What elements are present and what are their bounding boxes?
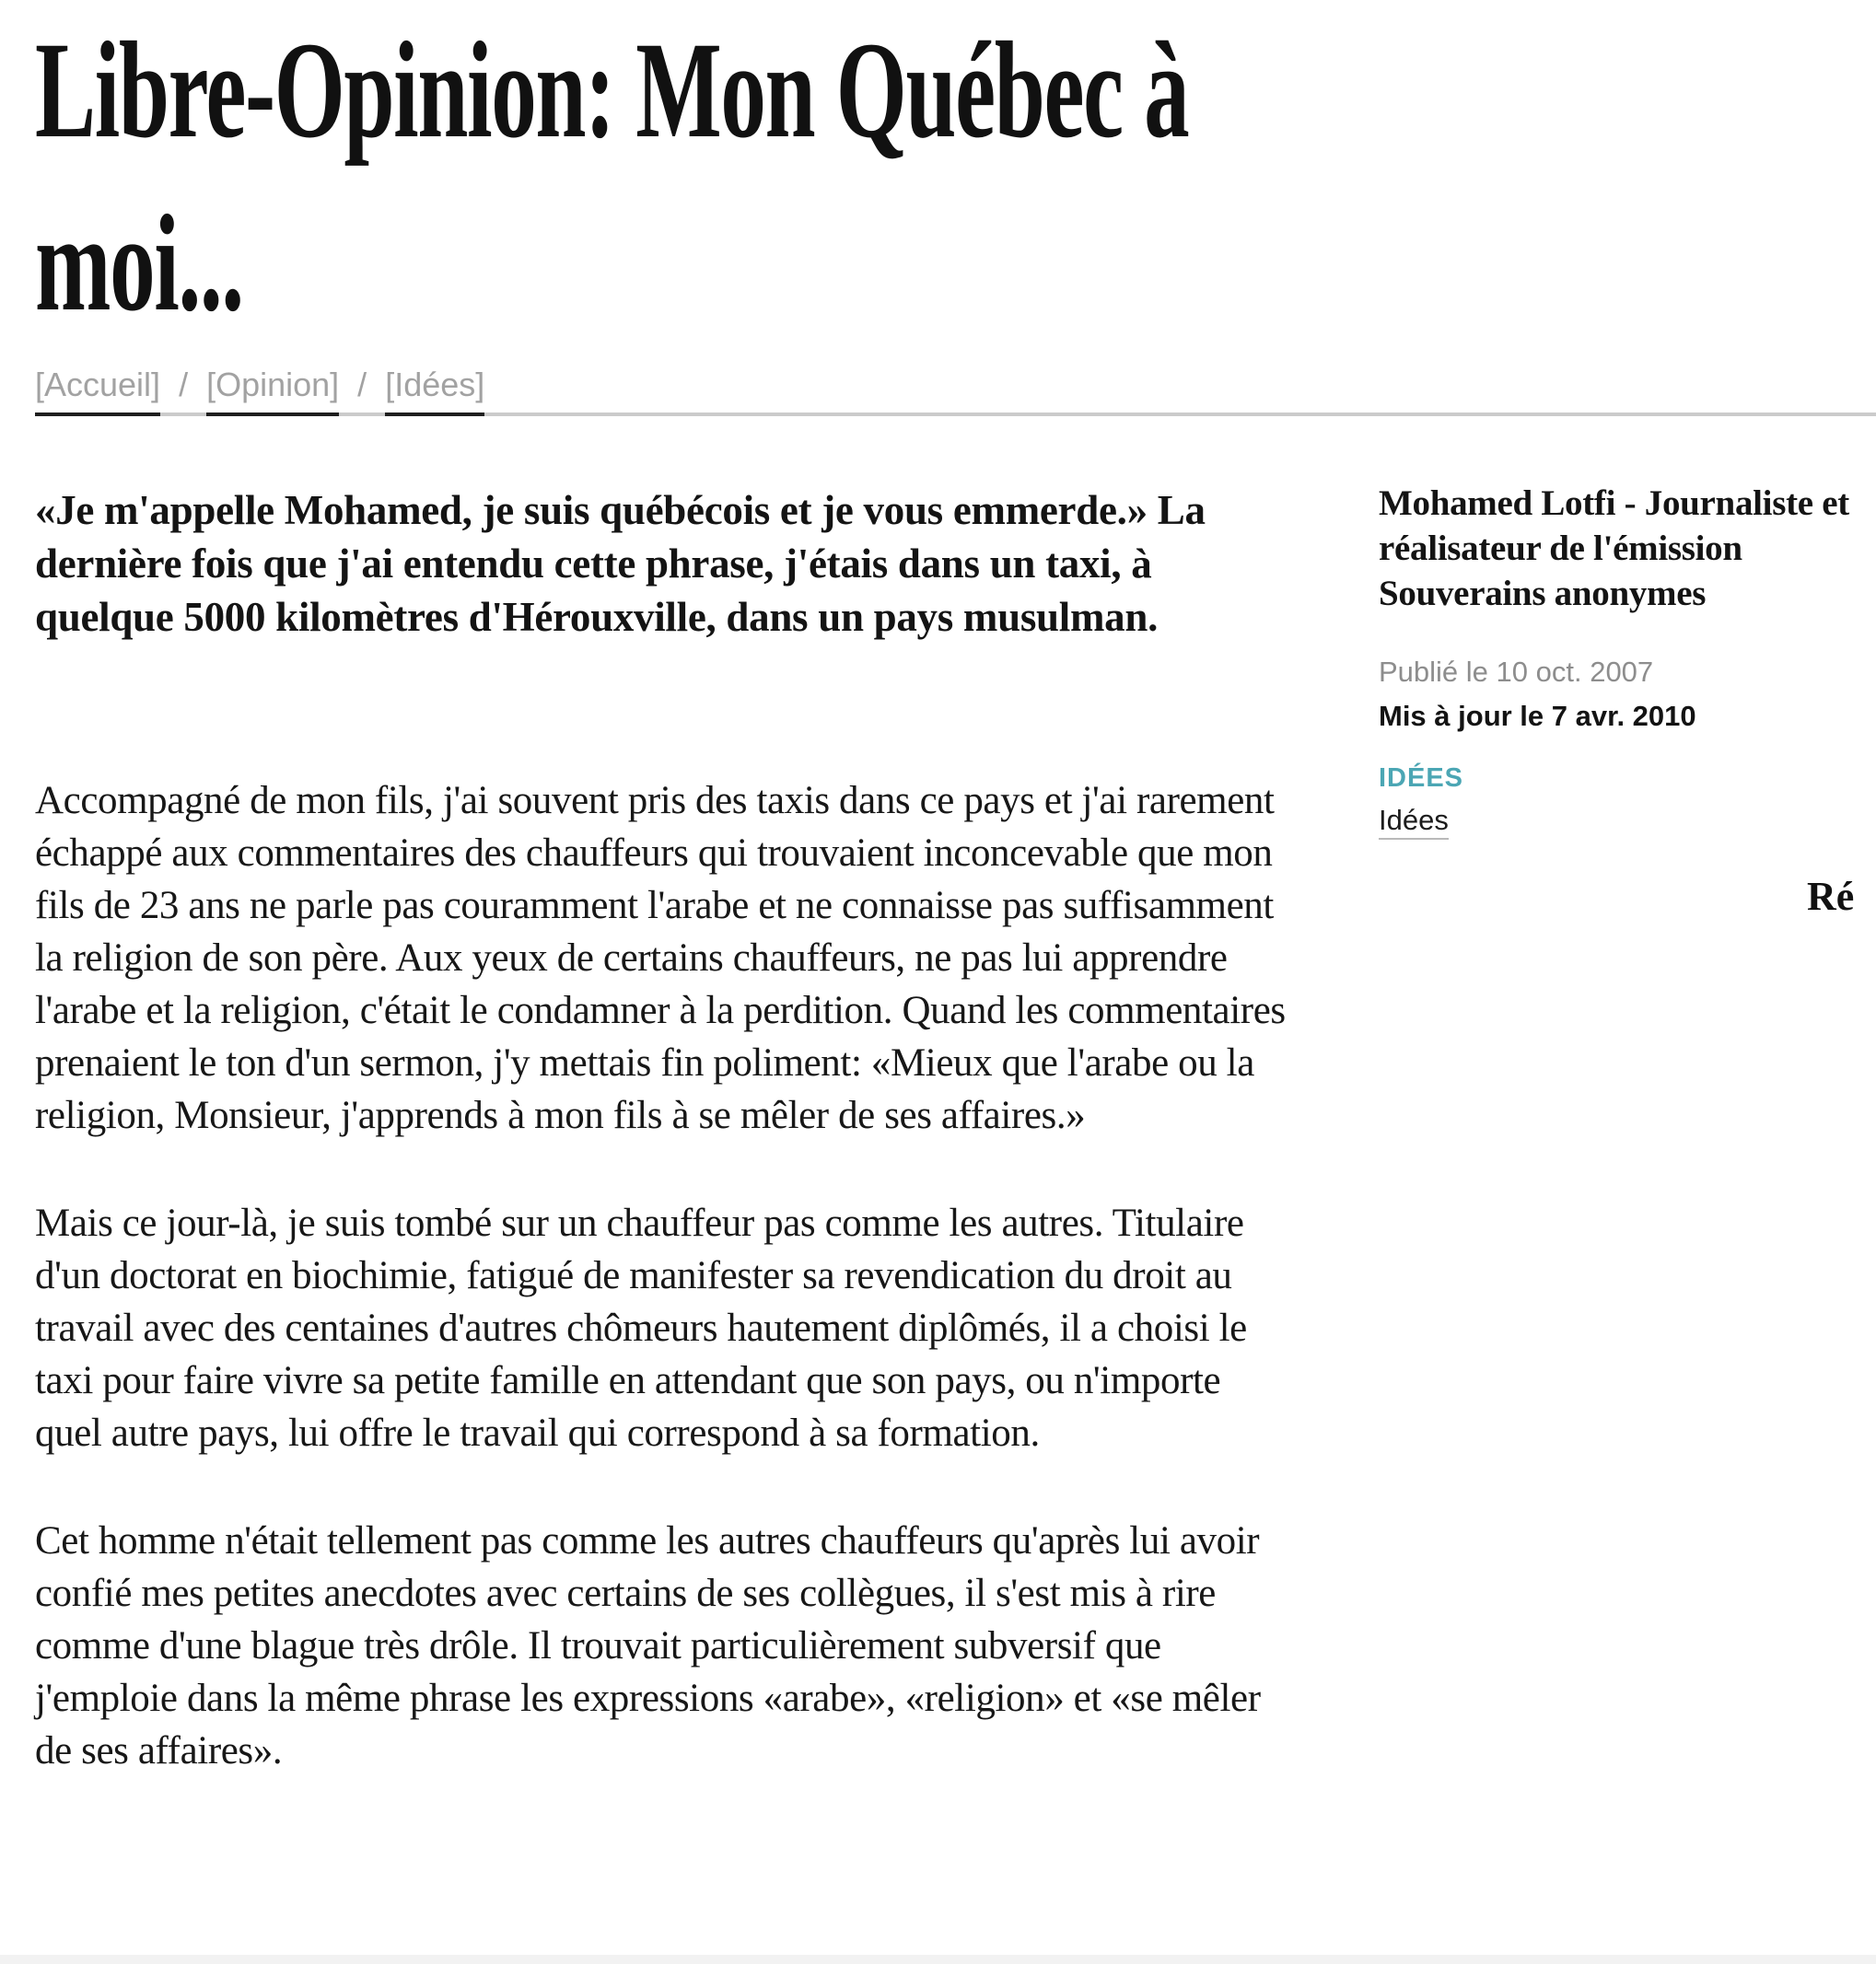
breadcrumb-separator: / — [179, 366, 189, 403]
breadcrumb-link-accueil[interactable]: [Accueil] — [35, 368, 160, 416]
topic-link-idees[interactable]: Idées — [1379, 803, 1449, 840]
page-title — [35, 4, 1859, 350]
breadcrumb-separator: / — [357, 366, 367, 403]
article-paragraph: Accompagné de mon fils, j'ai souvent pris des taxis dans ce pays et j'ai rarement échappé aux commentaires des chauffeurs qui trouvaient inconcevable que mon fils de 23 ans ne parle pas couramment l'arabe et ne connaisse pas suffisamment la religion de son père. Aux yeux de certains chauffeurs, ne pas lui apprendre l'arabe et la religion, c'était le condamner à la perdition. Quand les commentaires prenaient le ton d'un sermon, j'y mettais fin poliment: «Mieux que l'arabe ou la religion, Monsieur, j'apprends à mon fils à se mêler de ses affaires.» — [35, 779, 1286, 1137]
article-meta-sidebar — [1379, 481, 1858, 840]
breadcrumb-link-opinion[interactable]: [Opinion] — [206, 368, 339, 416]
article-body — [35, 420, 1292, 1832]
breadcrumb-link-idees[interactable]: [Idées] — [385, 368, 484, 416]
article-paragraph: Cet homme n'était tellement pas comme les autres chauffeurs qu'après lui avoir confié mes petites anecdotes avec certains de ses collègues, il s'est mis à rire comme d'une blague très drôle. Il trouvait particulièrement subversif que j'emploie dans la même phrase les expressions «arabe», «religion» et «se mêler de ses affaires». — [35, 1519, 1261, 1772]
page-title-line-2: moi... — [35, 187, 243, 340]
breadcrumb — [35, 368, 1841, 416]
article-page — [0, 4, 1876, 1964]
article-paragraph: Mais ce jour-là, je suis tombé sur un chauffeur pas comme les autres. Titulaire d'un doctorat en biochimie, fatigué de manifester sa revendication du droit au travail avec des centaines d'autres chômeurs hautement diplômés, il a choisi le taxi pour faire vivre sa petite famille en attendant que son pays, ou n'importe quel autre pays, lui offre le travail qui correspond à sa formation. — [35, 1202, 1247, 1455]
author-byline: Mohamed Lotfi - Journaliste et réalisateur de l'émission Souverains anonymes — [1379, 483, 1849, 613]
published-date: Publié le 10 oct. 2007 — [1379, 656, 1654, 688]
section-tag-idees[interactable]: IDÉES — [1379, 763, 1464, 793]
updated-date: Mis à jour le 7 avr. 2010 — [1379, 700, 1696, 732]
page-title-line-1: Libre-Opinion: Mon Québec à — [35, 14, 1189, 167]
bottom-edge-strip — [0, 1955, 1876, 1964]
clipped-partial-text: Ré — [1807, 874, 1855, 919]
article-lead-paragraph: «Je m'appelle Mohamed, je suis québécois et je vous emmerde.» La dernière fois que j'ai entendu cette phrase, j'étais dans un taxi, à quelque 5000 kilomètres d'Hérouxville, dans un pays musulman. — [35, 487, 1206, 640]
